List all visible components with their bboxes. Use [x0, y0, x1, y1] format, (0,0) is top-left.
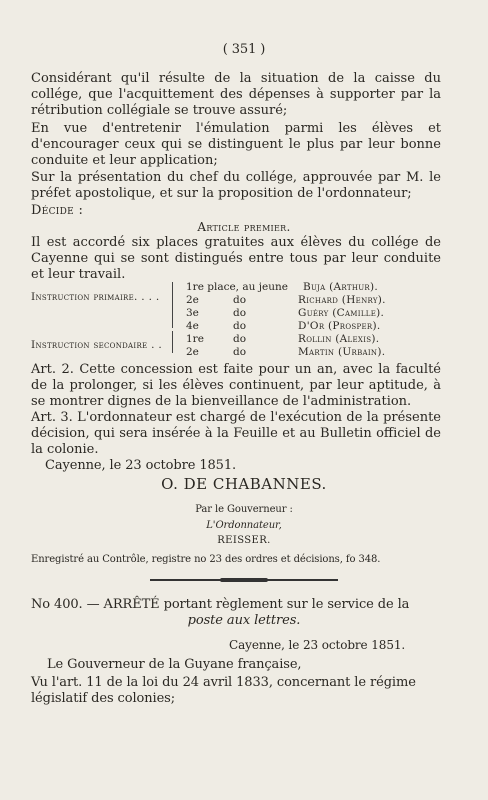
- vu-line-1: Vu l'art. 11 de la loi du 24 avril 1833, concernant le régime: [31, 675, 416, 690]
- brace-primaire: [172, 282, 177, 328]
- row-place: 2e: [186, 294, 199, 306]
- paragraph-presentation: Sur la présentation du chef du collége, approuvée par M. le préfet apostolique, et sur la proposition de l'ordonnateur;: [31, 170, 441, 201]
- article-3-text: Art. 3. L'ordonnateur est chargé de l'exécution de la présente décision, qui sera insérée à la Feuille et au Bulletin officiel de la colonie.: [31, 410, 441, 457]
- date-line: Cayenne, le 23 octobre 1851.: [45, 458, 237, 473]
- group-label-secondaire: Instruction secondaire . .: [31, 339, 162, 351]
- row-ditto: do: [233, 307, 247, 319]
- signature-chabannes: O. DE CHABANNES.: [161, 475, 327, 493]
- row-name: Rollin (Alexis).: [298, 333, 380, 345]
- row-place: 2e: [186, 346, 199, 358]
- row-name: Buja (Arthur).: [303, 281, 379, 293]
- row-name: Richard (Henry).: [298, 294, 386, 306]
- registration-note: Enregistré au Contrôle, registre no 23 des ordres et décisions, fo 348.: [31, 554, 381, 565]
- vu-line-2: législatif des colonies;: [31, 691, 176, 706]
- signature-reisser: REISSER.: [217, 535, 271, 546]
- row-ditto: do: [233, 333, 247, 345]
- brace-secondaire: [172, 331, 177, 353]
- arrete-date: Cayenne, le 23 octobre 1851.: [229, 638, 406, 652]
- row-ditto: do: [233, 346, 247, 358]
- gouverneur-line: Le Gouverneur de la Guyane française,: [47, 657, 302, 672]
- row-name: Martin (Urbain).: [298, 346, 386, 358]
- row-name: Guéry (Camille).: [298, 307, 385, 319]
- row-place: 1re place, au jeune: [186, 281, 288, 293]
- row-ditto: do: [233, 294, 247, 306]
- page-number: ( 351 ): [222, 42, 266, 57]
- paragraph-emulation: En vue d'entretenir l'émulation parmi les élèves et d'encourager ceux qui se distinguent le plus par leur bonne conduite et leur application;: [31, 121, 441, 168]
- row-place: 1re: [186, 333, 204, 345]
- row-place: 4e: [186, 320, 199, 332]
- arrete-heading-cont: poste aux lettres.: [187, 613, 301, 628]
- decide-heading: Décide :: [31, 203, 84, 218]
- paragraph-considerant: Considérant qu'il résulte de la situation de la caisse du collége, que l'acquittement des dépenses à supporter par la rétribution collégiale se trouve assuré;: [31, 71, 441, 118]
- row-name: D'Or (Prosper).: [298, 320, 381, 332]
- group-label-primaire: Instruction primaire. . . .: [31, 291, 160, 303]
- article-title: Article premier.: [197, 220, 291, 234]
- row-ditto: do: [233, 320, 247, 332]
- section-divider: [150, 579, 338, 581]
- row-place: 3e: [186, 307, 199, 319]
- par-le-gouverneur: Par le Gouverneur :: [195, 504, 293, 515]
- article-1-text: Il est accordé six places gratuites aux élèves du collége de Cayenne qui se sont distingués entre tous par leur conduite et leur travail.: [31, 235, 441, 282]
- ordonnateur-title: L'Ordonnateur,: [206, 520, 282, 531]
- arrete-heading: No 400. — ARRÊTÉ portant règlement sur le service de la: [31, 597, 410, 612]
- article-2-text: Art. 2. Cette concession est faite pour un an, avec la faculté de la prolonger, si les élèves continuent, par leur aptitude, à se montrer dignes de la bienveillance de l'administration.: [31, 362, 441, 409]
